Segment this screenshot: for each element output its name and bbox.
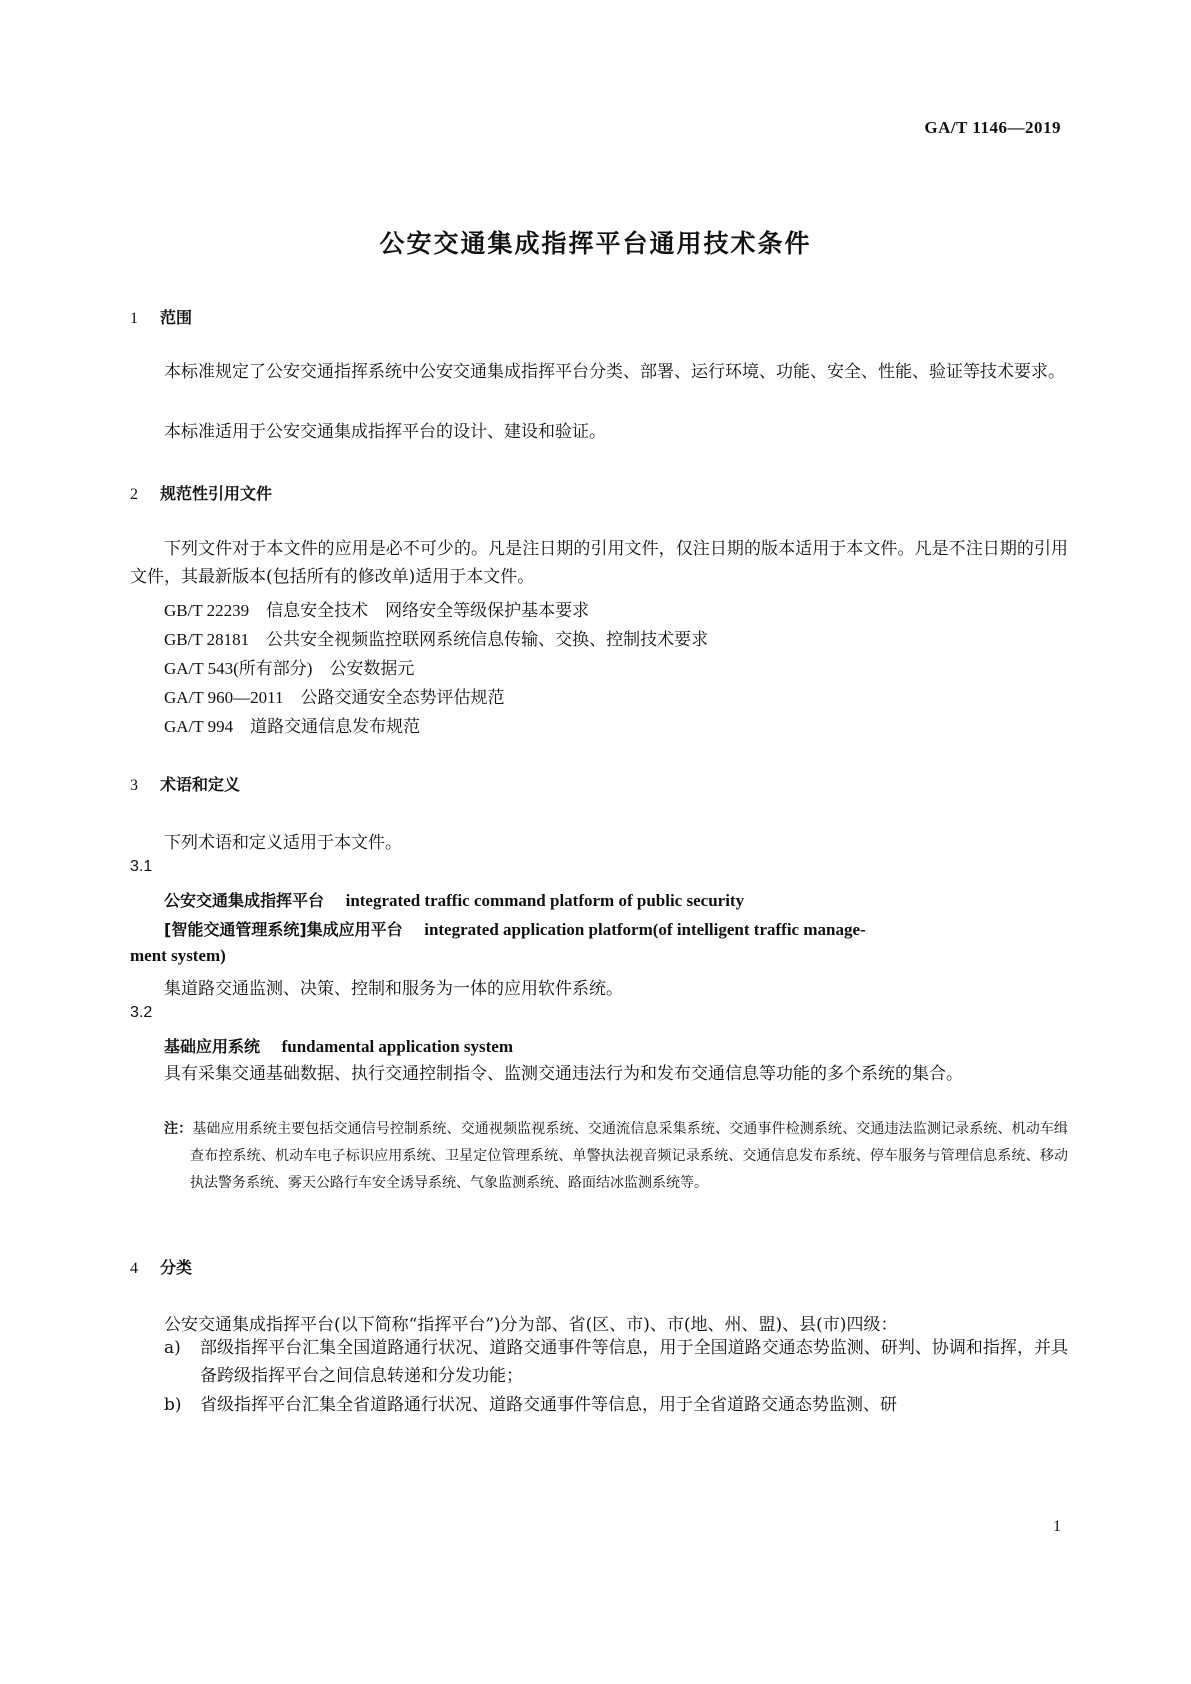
reference-item [164, 683, 504, 708]
paragraph: 本标准适用于公安交通集成指挥平台的设计、建设和验证。 [164, 422, 606, 442]
document-title: 公安交通集成指挥平台通用技术条件 [379, 229, 812, 258]
note-label: 注： [164, 1121, 193, 1137]
reference-title: 信息安全技术 网络安全等级保护基本要求 [266, 601, 590, 621]
list-item-label: a) [164, 1338, 181, 1358]
reference-item [164, 625, 708, 650]
paragraph: 公安交通集成指挥平台(以下简称“指挥平台”)分为部、省(区、市)、市(地、州、盟)、县(市)四级： [164, 1315, 898, 1335]
paragraph: 下列文件对于本文件的应用是必不可少的。凡是注日期的引用文件，仅注日期的版本适用于本文件。凡是不注日期的引用文件，其最新版本(包括所有的修改单)适用于本文件。 [130, 539, 1068, 587]
list-item [164, 1334, 1068, 1390]
section-title: 术语和定义 [160, 775, 241, 794]
term-alt-en: integrated application platform(of intelligent traffic manage- [424, 920, 866, 939]
paragraph: 本标准规定了公安交通指挥系统中公安交通集成指挥平台分类、部署、运行环境、功能、安全、性能、验证等技术要求。 [164, 362, 1065, 382]
reference-item [164, 654, 414, 679]
term-alt-zh: [智能交通管理系统]集成应用平台 [164, 920, 403, 939]
term-heading [164, 1034, 513, 1057]
list-item-text: 省级指挥平台汇集全省道路通行状况、道路交通事件等信息，用于全省道路交通态势监测、研 [200, 1395, 897, 1415]
reference-code: GB/T 22239 [164, 601, 250, 620]
section-number: 3 [130, 777, 138, 794]
term-alt-en-continued: ment system) [130, 946, 226, 965]
reference-code: GB/T 28181 [164, 630, 250, 649]
paragraph: 下列术语和定义适用于本文件。 [164, 833, 402, 853]
term-number: 3.1 [130, 858, 153, 875]
term-zh: 公安交通集成指挥平台 [164, 891, 325, 910]
section-title: 范围 [160, 308, 193, 327]
note-text: 基础应用系统主要包括交通信号控制系统、交通视频监视系统、交通流信息采集系统、交通事件检测系统、交通违法监测记录系统、机动车缉查布控系统、机动车电子标识应用系统、卫星定位管理系统、单警执法视音频记录系统、交通信息发布系统、停车服务与管理信息系统、移动执法警务系统、雾天公路行车安全诱导系统、气象监测系统、路面结冰监测系统等。 [190, 1121, 1069, 1191]
term-definition: 具有采集交通基础数据、执行交通控制指令、监测交通违法行为和发布交通信息等功能的多个系统的集合。 [164, 1064, 963, 1084]
page-number: 1 [1053, 1518, 1061, 1535]
term-zh: 基础应用系统 [164, 1037, 261, 1056]
term-en: integrated traffic command platform of public security [345, 891, 745, 910]
reference-title: 公路交通安全态势评估规范 [300, 688, 505, 708]
reference-item [164, 712, 420, 737]
term-definition: 集道路交通监测、决策、控制和服务为一体的应用软件系统。 [164, 979, 623, 999]
section-number: 4 [130, 1260, 138, 1277]
reference-title: 公共安全视频监控联网系统信息传输、交换、控制技术要求 [266, 630, 709, 650]
section-3-heading [130, 772, 240, 795]
term-alt-heading [164, 917, 866, 940]
reference-title: 道路交通信息发布规范 [250, 717, 421, 737]
standard-number: GA/T 1146—2019 [924, 118, 1061, 137]
list-item-label: b) [164, 1395, 182, 1415]
section-title: 规范性引用文件 [160, 484, 273, 503]
section-title: 分类 [160, 1258, 193, 1277]
term-heading [164, 888, 744, 911]
section-2-heading [130, 481, 272, 504]
note [164, 1116, 1068, 1197]
section-number: 2 [130, 486, 138, 503]
reference-item [164, 596, 589, 621]
section-number: 1 [130, 310, 138, 327]
reference-code: GA/T 994 [164, 717, 234, 736]
term-en: fundamental application system [281, 1037, 514, 1056]
section-1-heading [130, 305, 192, 328]
list-item-text: 部级指挥平台汇集全国道路通行状况、道路交通事件等信息，用于全国道路交通态势监测、研判、协调和指挥，并具备跨级指挥平台之间信息转递和分发功能； [200, 1338, 1068, 1386]
reference-code: GA/T 960—2011 [164, 688, 284, 707]
reference-code: GA/T 543(所有部分) [164, 659, 313, 678]
list-item [164, 1391, 1068, 1419]
term-number: 3.2 [130, 1004, 153, 1021]
section-4-heading [130, 1255, 192, 1278]
reference-title: 公安数据元 [329, 659, 415, 679]
